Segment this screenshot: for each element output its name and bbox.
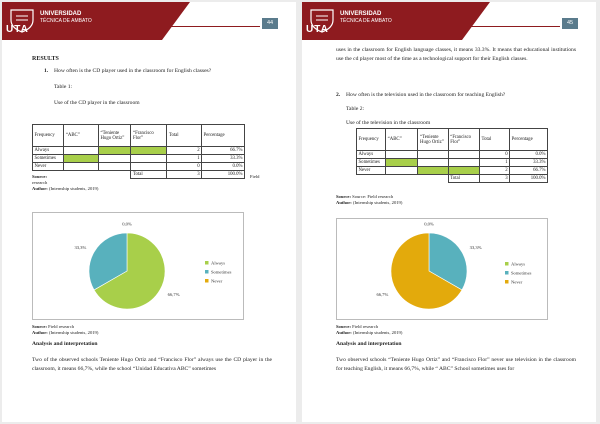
table-source: Source: Source: Field research — [336, 194, 394, 199]
continued-paragraph: uses in the classroom for English language classes, it means 33.3%. It means that educational institutions use the cd player most of the time as a technological support for their English classes. — [336, 47, 576, 62]
table-row — [357, 159, 548, 167]
row-total: 1 — [479, 159, 509, 167]
cell-francisco-flor — [131, 163, 167, 171]
row-percentage: 33.3% — [510, 159, 548, 167]
header-rule — [462, 26, 560, 27]
table-header-row — [33, 125, 245, 147]
row-percentage: 66.7% — [202, 147, 245, 155]
row-percentage: 33.3% — [202, 155, 245, 163]
legend-label-sometimes: Sometimes — [511, 270, 532, 276]
cell-francisco-flor — [448, 167, 479, 175]
table-author: Author: (Internship students, 2019) — [32, 186, 99, 191]
row-total: 0 — [479, 151, 509, 159]
page-number: 45 — [562, 18, 578, 29]
frequency-table — [356, 128, 548, 183]
table-label: Table 2: — [346, 106, 365, 112]
table-header: Percentage — [510, 129, 548, 151]
data-label-always: 66,7% — [167, 292, 180, 298]
row-total: 2 — [479, 167, 509, 175]
table-header: “Teniente Hugo Ortiz” — [418, 129, 448, 151]
table-total-row — [33, 171, 245, 179]
table-title: Use of the CD player in the classroom — [54, 100, 140, 106]
row-label: Sometimes — [33, 155, 64, 163]
table-header: Total — [167, 125, 202, 147]
section-heading: RESULTS — [32, 56, 59, 62]
chart-source: Source: Field research — [336, 324, 379, 329]
table-header: “ABC” — [64, 125, 99, 147]
cell-hugo-ortiz — [418, 159, 448, 167]
table-row — [33, 163, 245, 171]
document-page-45 — [302, 2, 596, 422]
legend-swatch-always — [205, 261, 209, 265]
cell-francisco-flor — [448, 159, 479, 167]
question-number: 1. — [44, 68, 49, 74]
row-percentage: 0.0% — [510, 151, 548, 159]
legend-label-always: Always — [211, 260, 226, 266]
table-header: “ABC” — [386, 129, 418, 151]
table-source-text: Field — [250, 174, 260, 179]
table-row — [33, 147, 245, 155]
pie-chart-television — [336, 218, 548, 320]
table-title: Use of the television in the classroom — [346, 120, 431, 126]
page-header — [2, 2, 296, 40]
row-label: Always — [33, 147, 64, 155]
question-text: How often is the CD player used in the classroom for English classes? — [54, 68, 212, 74]
table-header: Frequency — [33, 125, 64, 147]
data-label-sometimes: 33,3% — [469, 244, 482, 250]
legend-swatch-always — [505, 262, 509, 266]
cell-abc — [64, 147, 99, 155]
row-percentage: 0.0% — [202, 163, 245, 171]
data-label-never: 66,7% — [376, 292, 389, 298]
table-header: Total — [479, 129, 509, 151]
table-header: “Teniente Hugo Ortiz” — [99, 125, 131, 147]
total-value: 3 — [479, 175, 509, 183]
legend-label-sometimes: Sometimes — [211, 269, 232, 275]
analysis-paragraph: Two of the observed schools Teniente Hugo Ortiz and “Francisco Flor” always use the CD player in the classroom, it means 66,7%, while the school “Unidad Educativa ABC” sometimes — [32, 357, 272, 372]
row-label: Never — [357, 167, 386, 175]
row-total: 1 — [167, 155, 202, 163]
chart-author: Author: (Internship students, 2019) — [32, 330, 99, 335]
table-row — [357, 151, 548, 159]
total-percentage: 100.0% — [510, 175, 548, 183]
cell-hugo-ortiz — [99, 163, 131, 171]
data-label-never: 0,0% — [122, 221, 132, 227]
chart-author: Author: (Internship students, 2019) — [336, 330, 403, 335]
cell-hugo-ortiz — [99, 147, 131, 155]
legend-swatch-never — [205, 279, 209, 283]
table-header: “Francisco Flor” — [448, 129, 479, 151]
table-row — [33, 155, 245, 163]
pie-chart-svg — [337, 219, 549, 321]
total-value: 3 — [167, 171, 202, 179]
cell-francisco-flor — [131, 147, 167, 155]
row-percentage: 66.7% — [510, 167, 548, 175]
legend-swatch-never — [505, 280, 509, 284]
table-row — [357, 167, 548, 175]
pie-chart-cd-player — [32, 212, 244, 320]
table-source-text-cont: research — [32, 180, 48, 185]
table-source: Source: — [32, 174, 47, 179]
cell-abc — [386, 167, 418, 175]
analysis-paragraph: Two observed schools “Teniente Hugo Ortiz” and “Francisco Flor” never use television in the classroom for teaching English, it means 66,7%, while “ ABC” School sometimes uses for — [336, 357, 576, 372]
cell-abc — [386, 159, 418, 167]
total-percentage: 100.0% — [202, 171, 245, 179]
pie-chart-svg — [33, 213, 245, 321]
question-number: 2. — [336, 92, 341, 98]
legend-swatch-sometimes — [205, 270, 209, 274]
table-header-row — [357, 129, 548, 151]
uta-logo-text: UTA — [6, 24, 29, 35]
cell-hugo-ortiz — [418, 167, 448, 175]
cell-abc — [386, 151, 418, 159]
document-page-44 — [2, 2, 296, 422]
uta-logo-text: UTA — [306, 24, 329, 35]
data-label-always: 0,0% — [424, 221, 434, 227]
university-name: UNIVERSIDAD TÉCNICA DE AMBATO — [340, 11, 392, 24]
legend-label-never: Never — [211, 278, 223, 284]
header-rule — [162, 26, 260, 27]
page-header — [302, 2, 596, 40]
cell-francisco-flor — [448, 151, 479, 159]
analysis-heading: Analysis and interpretation — [336, 341, 402, 347]
cell-hugo-ortiz — [99, 155, 131, 163]
table-header: “Francisco Flor” — [131, 125, 167, 147]
table-label: Table 1: — [54, 84, 73, 90]
question-text: How often is the television used in the classroom for teaching English? — [346, 92, 506, 98]
cell-francisco-flor — [131, 155, 167, 163]
row-total: 0 — [167, 163, 202, 171]
cell-abc — [64, 163, 99, 171]
row-label: Never — [33, 163, 64, 171]
data-label-sometimes: 33,3% — [74, 244, 87, 250]
page-number: 44 — [262, 18, 278, 29]
cell-hugo-ortiz — [418, 151, 448, 159]
legend-swatch-sometimes — [505, 271, 509, 275]
analysis-heading: Analysis and interpretation — [32, 341, 98, 347]
table-author: Author: (Internship students, 2019) — [336, 200, 403, 205]
table-header: Percentage — [202, 125, 245, 147]
legend-label-never: Never — [511, 279, 523, 285]
total-label: Total — [131, 171, 167, 179]
row-label: Always — [357, 151, 386, 159]
table-header: Frequency — [357, 129, 386, 151]
university-name: UNIVERSIDAD TÉCNICA DE AMBATO — [40, 11, 92, 24]
frequency-table — [32, 124, 245, 179]
total-label: Total — [448, 175, 479, 183]
row-total: 2 — [167, 147, 202, 155]
legend-label-always: Always — [511, 261, 526, 267]
cell-abc — [64, 155, 99, 163]
chart-source: Source: Field research — [32, 324, 75, 329]
row-label: Sometimes — [357, 159, 386, 167]
table-total-row — [357, 175, 548, 183]
